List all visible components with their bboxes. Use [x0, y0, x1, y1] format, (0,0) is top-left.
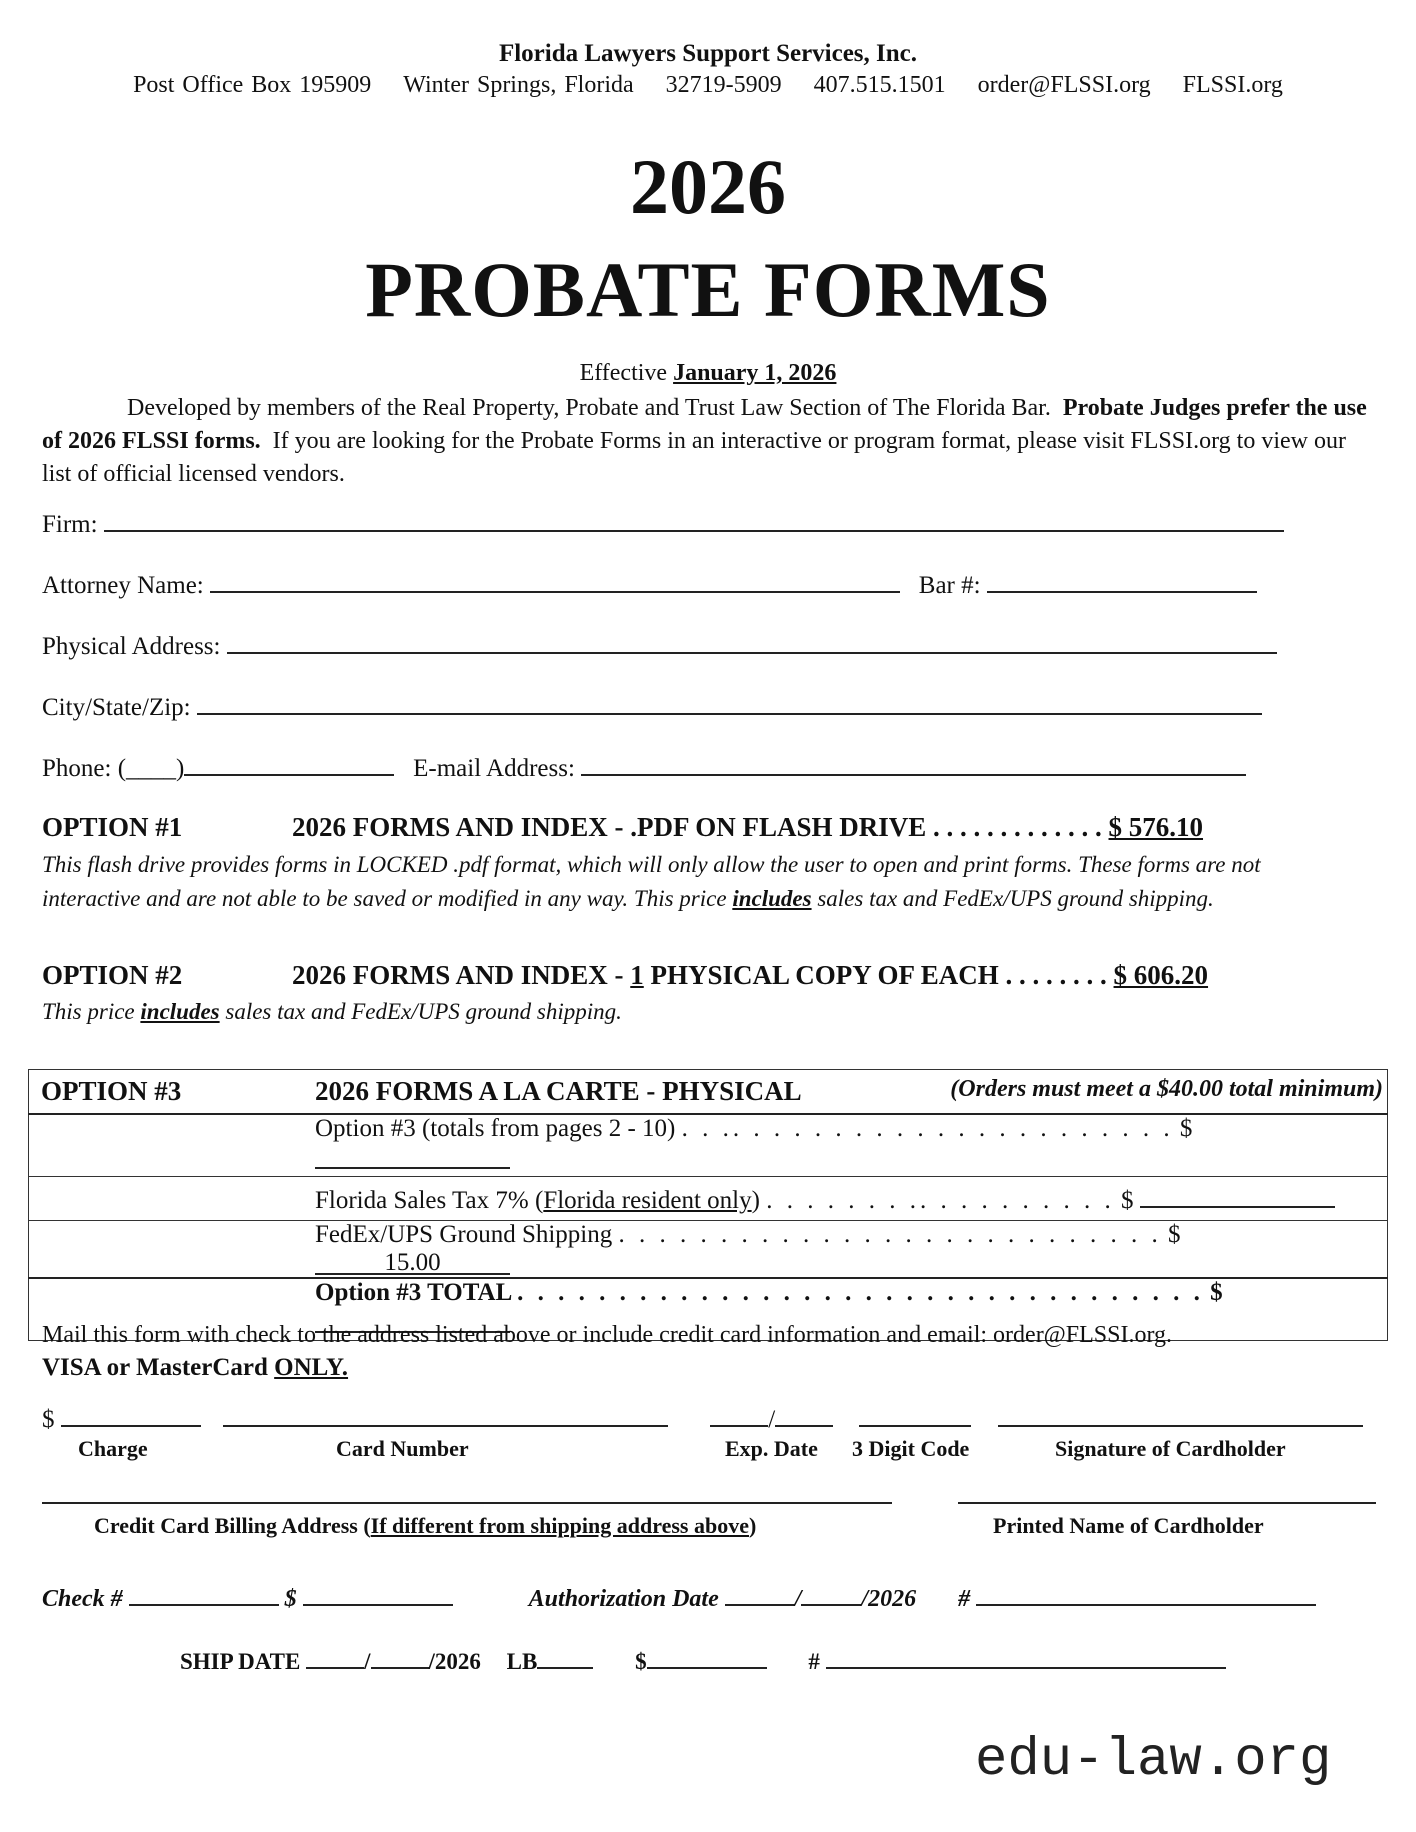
tracking-number-input[interactable] — [826, 1645, 1226, 1669]
empty-cell — [29, 1114, 304, 1177]
leader-dots: . . . . . . . .. . . . . . . . . . — [766, 1187, 1115, 1214]
city-input[interactable] — [197, 691, 1262, 715]
phone-input[interactable] — [184, 752, 394, 776]
option2-desc-bold: includes — [140, 999, 220, 1024]
empty-cell — [29, 1177, 304, 1221]
cvv-label: 3 Digit Code — [852, 1436, 970, 1461]
phone-number: 407.515.1501 — [813, 72, 946, 98]
auth-day-input[interactable] — [801, 1582, 861, 1606]
card-number-input[interactable] — [223, 1403, 668, 1427]
intro-bold: Probate Judges prefer the use of 2026 FLSSI forms. — [42, 395, 1367, 454]
card-types — [42, 1354, 348, 1382]
page-title: PROBATE FORMS — [365, 246, 1051, 333]
intro-text-2: If you are looking for the Probate Forms in an interactive or program format, please visit FLSSI.org to view our list of official licensed vendors. — [42, 428, 1346, 487]
option2-price: $ 606.20 — [1113, 960, 1209, 990]
subtotal-cell — [303, 1114, 1388, 1177]
effective-date-value: January 1, 2026 — [673, 360, 837, 386]
currency: $ — [1210, 1279, 1223, 1306]
option2-title-rest: PHYSICAL COPY OF EACH — [643, 960, 999, 990]
po-box: Post Office Box 195909 — [133, 72, 372, 98]
city-label: City/State/Zip: — [42, 694, 191, 721]
option3-number: OPTION #3 — [29, 1070, 304, 1115]
billing-text: Credit Card Billing Address ( — [94, 1513, 371, 1538]
subtotal-label: Option #3 (totals from pages 2 - 10) — [315, 1115, 676, 1142]
printed-name-input[interactable] — [958, 1502, 1376, 1504]
city-field — [42, 691, 1262, 722]
billing-address-label — [94, 1513, 756, 1539]
option3-title-cell — [303, 1070, 1388, 1115]
address-input[interactable] — [227, 630, 1277, 654]
shipping-amount: 15.00 — [315, 1249, 510, 1275]
charge-input[interactable] — [61, 1403, 201, 1427]
check-label: Check # — [42, 1586, 123, 1612]
address-label: Physical Address: — [42, 633, 221, 660]
ship-month-input[interactable] — [306, 1645, 364, 1669]
table-row — [29, 1221, 1388, 1279]
ship-date-label: SHIP DATE — [180, 1649, 301, 1674]
currency: $ — [1179, 1115, 1193, 1142]
option3-table — [28, 1069, 1388, 1341]
sales-tax-note: Florida resident only — [543, 1187, 752, 1214]
ship-day-input[interactable] — [371, 1645, 429, 1669]
firm-field[interactable] — [42, 508, 1284, 539]
paren: ) — [751, 1187, 760, 1214]
card-types-only: ONLY. — [274, 1354, 349, 1381]
year-suffix: /2026 — [861, 1586, 917, 1612]
sales-tax-label: Florida Sales Tax 7% ( — [315, 1187, 544, 1214]
office-ship-row — [180, 1645, 1226, 1675]
exp-date-label: Exp. Date — [725, 1436, 818, 1461]
auth-date-label: Authorization Date — [528, 1586, 719, 1612]
leader-dots: . . . . . . . . . . . . . . . . . . . . . . . . . . . — [618, 1221, 1162, 1248]
option3-header-row — [29, 1070, 1388, 1115]
ship-amount-input[interactable] — [647, 1645, 767, 1669]
year-suffix: /2026 — [428, 1649, 481, 1674]
lb-label: LB — [506, 1649, 538, 1674]
printed-name-label: Printed Name of Cardholder — [993, 1513, 1264, 1538]
phone-label: Phone: (____) — [42, 755, 185, 782]
title-year: 2026 — [630, 143, 786, 230]
card-types-text: VISA or MasterCard — [42, 1354, 268, 1381]
option2-desc-text-2: sales tax and FedEx/UPS ground shipping. — [225, 999, 622, 1024]
attorney-input[interactable] — [210, 569, 900, 593]
intro-paragraph — [42, 392, 1372, 491]
total-label: Option #3 TOTAL — [315, 1279, 511, 1306]
signature-input[interactable] — [998, 1403, 1363, 1427]
email-label: E-mail Address: — [413, 755, 575, 782]
firm-input[interactable] — [104, 508, 1284, 532]
option2-header — [42, 960, 1322, 991]
check-amount-input[interactable] — [303, 1582, 453, 1606]
table-row — [29, 1177, 1388, 1221]
option2-title: 2026 FORMS AND INDEX - — [292, 960, 631, 990]
leader-dots: . . . . . . . . — [1005, 960, 1107, 990]
option3-minimum-note: (Orders must meet a $40.00 total minimum) — [950, 1076, 1383, 1102]
option1-header — [42, 812, 1322, 843]
option2-description — [42, 995, 1362, 1029]
address-field — [42, 630, 1277, 661]
email-link[interactable]: order@FLSSI.org — [977, 72, 1151, 98]
shipping-label: FedEx/UPS Ground Shipping — [315, 1221, 613, 1248]
hash-label: # — [808, 1649, 820, 1674]
option1-desc-text-2: sales tax and FedEx/UPS ground shipping. — [817, 886, 1214, 911]
paren: ) — [749, 1513, 757, 1538]
billing-address-input[interactable] — [42, 1502, 892, 1504]
cvv-input[interactable] — [859, 1403, 971, 1427]
effective-label: Effective — [579, 360, 668, 386]
watermark: edu-law.org — [975, 1730, 1332, 1791]
leader-dots: . . .. . . . . . . . . . . . . . . . . . . . . . — [681, 1115, 1174, 1142]
option3-title: 2026 FORMS A LA CARTE - PHYSICAL — [315, 1076, 802, 1106]
exp-year-input[interactable] — [775, 1403, 833, 1427]
bar-label: Bar #: — [918, 572, 981, 599]
phone-email-row — [42, 752, 1246, 783]
subtotal-input[interactable] — [315, 1143, 510, 1169]
website-link[interactable]: FLSSI.org — [1182, 72, 1283, 98]
option2-title-underlined: 1 — [630, 960, 644, 990]
sales-tax-cell — [303, 1177, 1388, 1221]
currency: $ — [284, 1586, 297, 1612]
option1-price: $ 576.10 — [1108, 812, 1204, 842]
intro-text: Developed by members of the Real Property, Probate and Trust Law Section of The Florida Bar. — [127, 395, 1051, 421]
slash: / — [794, 1586, 802, 1612]
charge-label: Charge — [78, 1436, 148, 1461]
bar-number-input[interactable] — [987, 569, 1257, 593]
check-number-input[interactable] — [129, 1582, 279, 1606]
card-number-label: Card Number — [336, 1436, 469, 1461]
email-input[interactable] — [581, 752, 1246, 776]
currency: $ — [1120, 1187, 1134, 1214]
office-check-row — [42, 1582, 1316, 1613]
option1-desc-bold: includes — [732, 886, 812, 911]
auth-month-input[interactable] — [725, 1582, 795, 1606]
currency: $ — [635, 1649, 647, 1674]
option1-description — [42, 848, 1362, 916]
card-entry-row — [42, 1403, 1363, 1434]
company-name: Florida Lawyers Support Services, Inc. — [498, 40, 918, 67]
currency: $ — [42, 1406, 55, 1433]
sales-tax-input[interactable] — [1140, 1182, 1335, 1208]
option2-number: OPTION #2 — [42, 960, 183, 990]
exp-month-input[interactable] — [710, 1403, 768, 1427]
slash: / — [768, 1406, 776, 1433]
shipping-cell — [303, 1221, 1388, 1279]
attorney-row — [42, 569, 1257, 600]
company-address — [0, 72, 1416, 99]
option1-number: OPTION #1 — [42, 812, 183, 842]
effective-date — [0, 360, 1416, 387]
slash: / — [364, 1649, 371, 1674]
mail-instructions: Mail this form with check to the address listed above or include credit card information and email: order@FLSSI.org. — [42, 1322, 1173, 1348]
table-row — [29, 1114, 1388, 1177]
lb-input[interactable] — [537, 1645, 593, 1669]
auth-number-input[interactable] — [976, 1582, 1316, 1606]
option1-title: 2026 FORMS AND INDEX - .PDF ON FLASH DRIVE — [292, 812, 927, 842]
leader-dots: . . . . . . . . . . . . . — [933, 812, 1102, 842]
attorney-label: Attorney Name: — [42, 572, 204, 599]
signature-label: Signature of Cardholder — [1055, 1436, 1286, 1461]
option2-desc-text: This price — [42, 999, 135, 1024]
zip: 32719-5909 — [665, 72, 782, 98]
leader-dots: . . . . . . . . . . . . . . . . . . . . . . . . . . . . . . . . . . — [517, 1279, 1204, 1306]
option1-desc-text: This flash drive provides forms in LOCKED .pdf format, which will only allow the user to open and print forms. These forms are not interactive and are not able to be saved or modified in any way. This price — [42, 852, 1261, 911]
currency: $ — [1168, 1221, 1181, 1248]
billing-note: If different from shipping address above — [370, 1513, 749, 1538]
empty-cell — [29, 1221, 304, 1279]
city-state: Winter Springs, Florida — [403, 72, 634, 98]
firm-label: Firm: — [42, 511, 98, 538]
hash-label: # — [958, 1586, 971, 1612]
